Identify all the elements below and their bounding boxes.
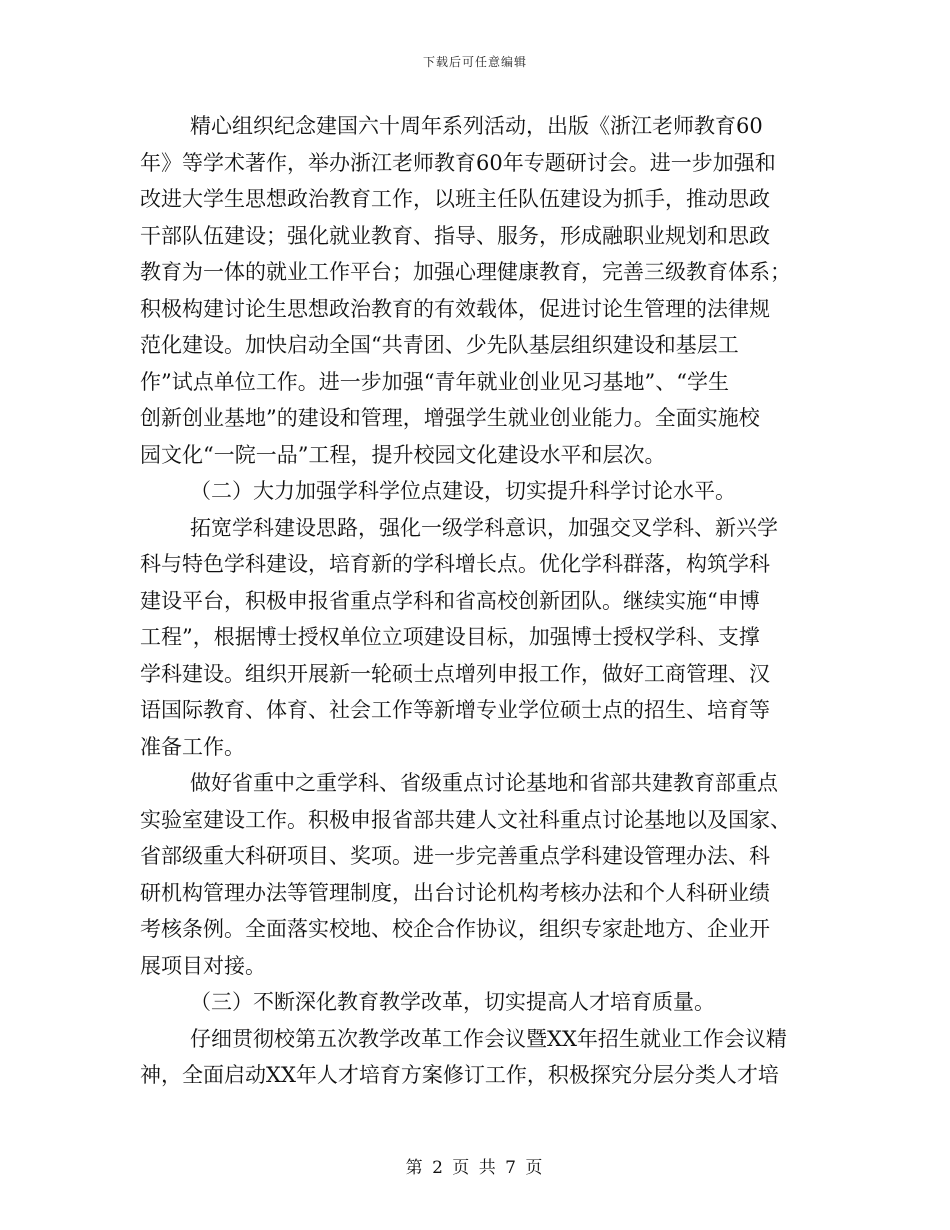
text-line: 仔细贯彻校第五次教学改革工作会议暨XX年招生就业工作会议精 bbox=[190, 1026, 787, 1051]
text-line: 考核条例。全面落实校地、校企合作协议，组织专家赴地方、企业开 bbox=[140, 917, 770, 941]
text-line: 做好省重中之重学科、省级重点讨论基地和省部共建教育部重点 bbox=[190, 771, 778, 795]
text-line: 展项目对接。 bbox=[140, 953, 266, 978]
text-line: （三）不断深化教育教学改革，切实提高人才培育质量。 bbox=[190, 990, 715, 1014]
text-line: 神，全面启动XX年人才培育方案修订工作，积极探究分层分类人才培 bbox=[140, 1063, 779, 1087]
text-line: 工程”，根据博士授权单位立项建设目标，加强博士授权学科、支撑 bbox=[140, 625, 760, 649]
text-line: 准备工作。 bbox=[140, 734, 245, 759]
text-line: （二）大力加强学科学位点建设，切实提升科学讨论水平。 bbox=[190, 479, 736, 503]
text-line: 学科建设。组织开展新一轮硕士点增列申报工作，做好工商管理、汉 bbox=[140, 661, 770, 686]
text-line: 年》等学术著作，举办浙江老师教育60年专题研讨会。进一步加强和 bbox=[140, 150, 776, 175]
page-header-note: 下载后可任意编辑 bbox=[422, 55, 527, 69]
text-line: 建设平台，积极申报省重点学科和省高校创新团队。继续实施“申博 bbox=[140, 588, 760, 613]
text-line: 科与特色学科建设，培育新的学科增长点。优化学科群落，构筑学科 bbox=[140, 552, 770, 576]
page-number-footer: 第 2 页 共 7 页 bbox=[405, 1158, 545, 1178]
text-line: 研机构管理办法等管理制度，出台讨论机构考核办法和个人科研业绩 bbox=[140, 880, 770, 905]
text-line: 实验室建设工作。积极申报省部共建人文社科重点讨论基地以及国家、 bbox=[140, 807, 791, 832]
text-line: 教育为一体的就业工作平台；加强心理健康教育，完善三级教育体系； bbox=[140, 260, 791, 284]
text-line: 拓宽学科建设思路，强化一级学科意识，加强交叉学科、新兴学 bbox=[190, 515, 778, 540]
text-line: 语国际教育、体育、社会工作等新增专业学位硕士点的招生、培育等 bbox=[140, 698, 770, 722]
text-line: 范化建设。加快启动全国“共青团、少先队基层组织建设和基层工 bbox=[140, 333, 739, 357]
text-line: 改进大学生思想政治教育工作，以班主任队伍建设为抓手，推动思政 bbox=[140, 187, 770, 211]
text-line: 积极构建讨论生思想政治教育的有效载体，促进讨论生管理的法律规 bbox=[140, 296, 770, 321]
text-line: 省部级重大科研项目、奖项。进一步完善重点学科建设管理办法、科 bbox=[140, 844, 770, 868]
text-line: 精心组织纪念建国六十周年系列活动，出版《浙江老师教育60 bbox=[190, 114, 763, 138]
text-line: 园文化“一院一品”工程，提升校园文化建设水平和层次。 bbox=[140, 442, 666, 467]
text-line: 创新创业基地”的建设和管理，增强学生就业创业能力。全面实施校 bbox=[140, 406, 760, 430]
text-line: 作”试点单位工作。进一步加强“青年就业创业见习基地”、“学生 bbox=[140, 369, 729, 394]
document-body bbox=[140, 108, 800, 1094]
text-line: 干部队伍建设；强化就业教育、指导、服务，形成融职业规划和思政 bbox=[140, 223, 770, 248]
